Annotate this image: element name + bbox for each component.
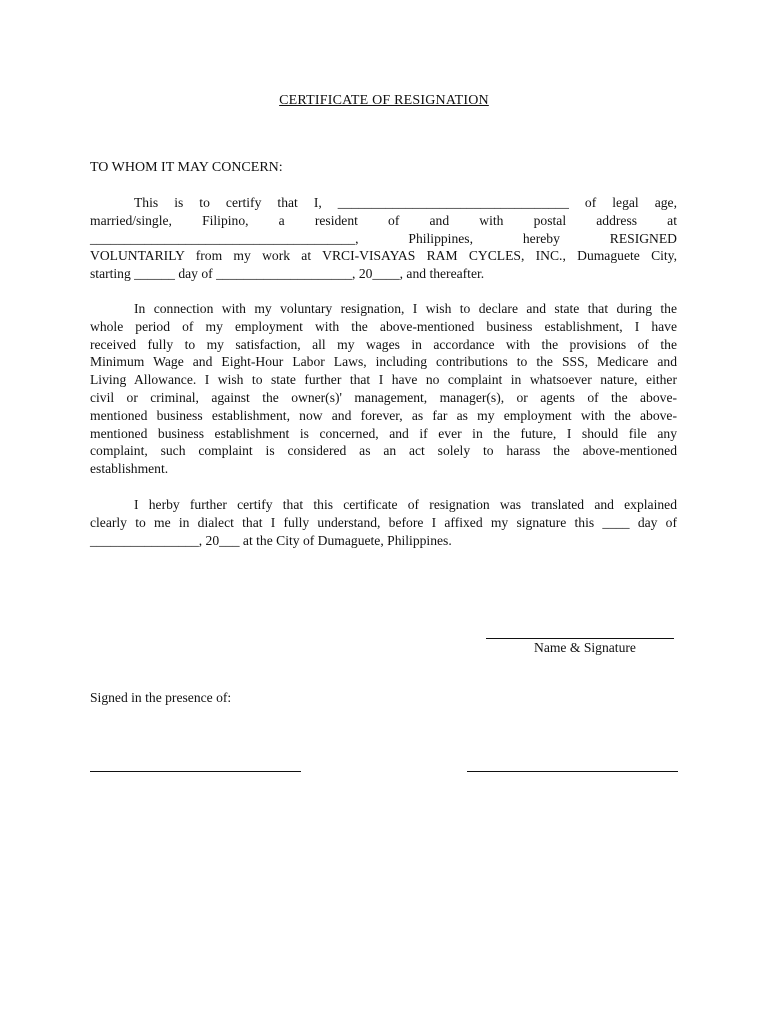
paragraph-line: starting ______ day of ____________________, 20____, and thereafter. bbox=[90, 266, 485, 282]
signature-line bbox=[486, 638, 674, 639]
paragraph-line: complaint, such complaint is considered as an act solely to harass the above-mentioned bbox=[90, 443, 677, 459]
document-title: CERTIFICATE OF RESIGNATION bbox=[279, 93, 489, 108]
witness-signature-line-2 bbox=[467, 771, 678, 772]
paragraph-line: _______________________________________, Philippines, hereby RESIGNED bbox=[90, 230, 677, 246]
witness-heading: Signed in the presence of: bbox=[90, 690, 232, 705]
paragraph-line: whole period of my employment with the above-mentioned business establishment, I have bbox=[90, 318, 677, 334]
paragraph-line: Living Allowance. I wish to state further that I have no complaint in whatsoever nature, either bbox=[90, 372, 677, 388]
paragraph-line: married/single, Filipino, a resident of and with postal address at bbox=[90, 212, 677, 228]
witness-signature-line-1 bbox=[90, 771, 301, 772]
paragraph-certification bbox=[90, 194, 677, 283]
paragraph-line: establishment. bbox=[90, 461, 169, 477]
paragraph-line: Minimum Wage and Eight-Hour Labor Laws, including contributions to the SSS, Medicare and bbox=[90, 354, 677, 370]
salutation: TO WHOM IT MAY CONCERN: bbox=[90, 160, 283, 175]
paragraph-line: In connection with my voluntary resignation, I wish to declare and state that during the bbox=[134, 301, 677, 316]
paragraph-line: mentioned business establishment, now and forever, as far as my employment with the above- bbox=[90, 407, 677, 423]
paragraph-line: ________________, 20___ at the City of Dumaguete, Philippines. bbox=[90, 532, 452, 548]
paragraph-line: This is to certify that I, __________________________________ of legal age, bbox=[134, 195, 677, 210]
paragraph-line: civil or criminal, against the owner(s)' management, manager(s), or agents of the above- bbox=[90, 389, 677, 405]
signature-label: Name & Signature bbox=[534, 640, 636, 655]
paragraph-line: received fully to my satisfaction, all my wages in accordance with the provisions of the bbox=[90, 336, 677, 352]
paragraph-line: clearly to me in dialect that I fully understand, before I affixed my signature this ____ day of bbox=[90, 514, 677, 530]
paragraph-translation bbox=[90, 496, 677, 549]
paragraph-line: VOLUNTARILY from my work at VRCI-VISAYAS RAM CYCLES, INC., Dumaguete City, bbox=[90, 248, 677, 264]
paragraph-line: I herby further certify that this certificate of resignation was translated and explained bbox=[134, 497, 677, 512]
paragraph-line: mentioned business establishment is concerned, and if ever in the future, I should file any bbox=[90, 425, 677, 441]
paragraph-declaration bbox=[90, 300, 677, 478]
